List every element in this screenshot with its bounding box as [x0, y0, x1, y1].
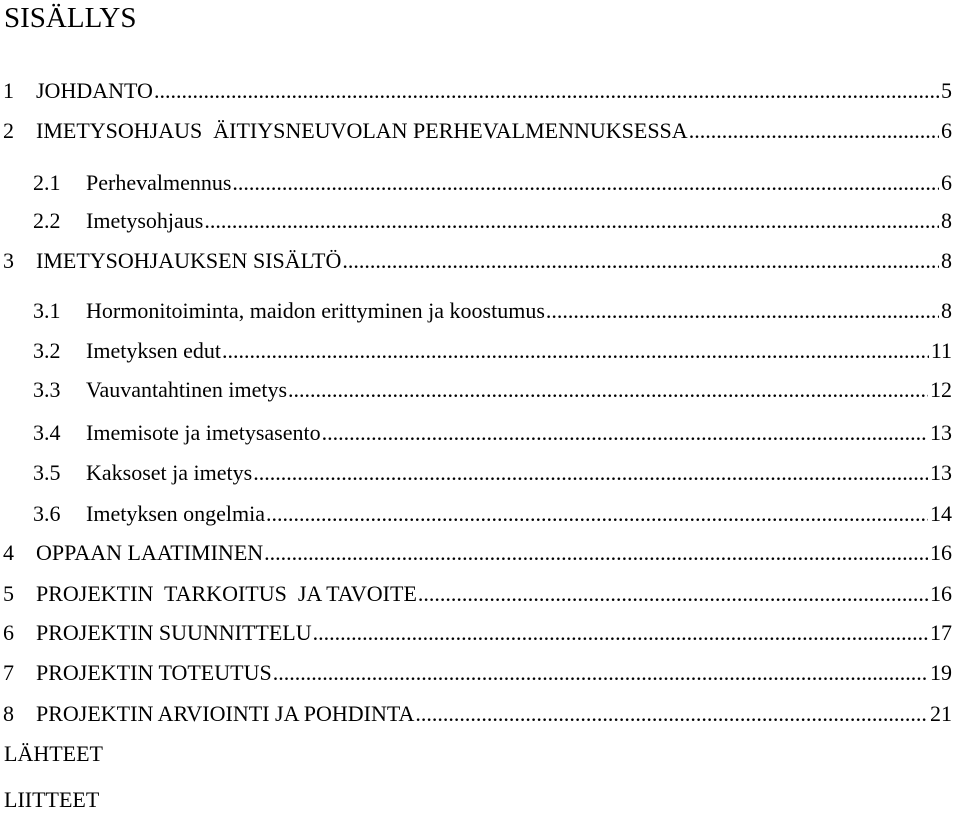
toc-leader — [288, 375, 928, 405]
toc-entry-number: 3.3 — [33, 377, 61, 402]
toc-entry-text: OPPAAN LAATIMINEN — [36, 540, 264, 565]
toc-entry-7[interactable] — [0, 658, 952, 688]
toc-leader — [342, 246, 939, 276]
toc-entry-page: 12 — [930, 377, 952, 402]
toc-entry-text: PROJEKTIN TARKOITUS JA TAVOITE — [36, 581, 417, 606]
toc-entry-3-1[interactable] — [0, 296, 952, 326]
toc-entry-page: 8 — [941, 298, 952, 323]
toc-leader — [418, 579, 928, 609]
toc-leader — [546, 296, 939, 326]
toc-entry-page: 16 — [930, 581, 952, 606]
toc-title: SISÄLLYS — [4, 2, 137, 34]
toc-entry-number: 3.6 — [33, 501, 61, 526]
toc-entry-3-2[interactable] — [0, 336, 952, 366]
toc-entry-page: 8 — [941, 248, 952, 273]
toc-entry-page: 5 — [941, 78, 952, 103]
toc-entry-number: 8 — [3, 701, 14, 726]
toc-entry-number: 2.1 — [33, 170, 61, 195]
toc-entry-page: 6 — [941, 170, 952, 195]
toc-leader — [689, 116, 939, 146]
toc-entry-3[interactable] — [0, 246, 952, 276]
toc-entry-2-2[interactable] — [0, 206, 952, 236]
toc-entry-text: JOHDANTO — [36, 78, 153, 103]
toc-entry-page: 13 — [930, 420, 952, 445]
toc-entry-page: 19 — [930, 660, 952, 685]
toc-leader — [266, 499, 928, 529]
toc-entry-text: IMETYSOHJAUS ÄITIYSNEUVOLAN PERHEVALMENNUKSESSA — [36, 118, 688, 143]
toc-leader — [273, 658, 928, 688]
toc-entry-2-1[interactable] — [0, 168, 952, 198]
toc-entry-text: PROJEKTIN SUUNNITTELU — [36, 620, 312, 645]
toc-entry-number: 7 — [3, 660, 14, 685]
toc-entry-number: 3 — [3, 248, 14, 273]
toc-entry-page: 21 — [930, 701, 952, 726]
toc-entry-text: PROJEKTIN TOTEUTUS — [36, 660, 272, 685]
toc-leader — [222, 336, 929, 366]
toc-entry-text: Imemisote ja imetysasento — [86, 420, 321, 445]
toc-entry-text: Vauvantahtinen imetys — [86, 377, 288, 402]
toc-entry-page: 8 — [941, 208, 952, 233]
toc-entry-3-5[interactable] — [0, 458, 952, 488]
toc-entry-number: 5 — [3, 581, 14, 606]
toc-leader — [154, 76, 939, 106]
toc-leader — [415, 699, 928, 729]
toc-entry-6[interactable] — [0, 618, 952, 648]
toc-entry-page: 14 — [930, 501, 952, 526]
toc-entry-4[interactable] — [0, 538, 952, 568]
toc-entry-8[interactable] — [0, 699, 952, 729]
toc-references[interactable]: LÄHTEET — [4, 741, 103, 766]
toc-entry-1[interactable] — [0, 76, 952, 106]
toc-leader — [322, 418, 928, 448]
toc-entry-number: 3.2 — [33, 338, 61, 363]
toc-entry-text: Imetyksen edut — [86, 338, 222, 363]
toc-entry-3-3[interactable] — [0, 375, 952, 405]
toc-leader — [253, 458, 928, 488]
toc-entry-text: Imetysohjaus — [86, 208, 204, 233]
toc-leader — [264, 538, 928, 568]
toc-entry-3-4[interactable] — [0, 418, 952, 448]
toc-entry-page: 13 — [930, 460, 952, 485]
toc-entry-page: 11 — [930, 338, 952, 363]
toc-entry-number: 4 — [3, 540, 14, 565]
toc-entry-number: 6 — [3, 620, 14, 645]
toc-entry-number: 3.5 — [33, 460, 61, 485]
toc-entry-page: 17 — [930, 620, 952, 645]
toc-entry-page: 6 — [941, 118, 952, 143]
toc-entry-text: PROJEKTIN ARVIOINTI JA POHDINTA — [36, 701, 415, 726]
toc-entry-text: Hormonitoiminta, maidon erittyminen ja koostumus — [86, 298, 545, 323]
toc-entry-number: 3.1 — [33, 298, 61, 323]
toc-entry-3-6[interactable] — [0, 499, 952, 529]
toc-entry-number: 2 — [3, 118, 14, 143]
toc-entry-text: Perhevalmennus — [86, 170, 232, 195]
toc-leader — [313, 618, 928, 648]
toc-entry-number: 2.2 — [33, 208, 61, 233]
toc-entry-number: 3.4 — [33, 420, 61, 445]
toc-entry-2[interactable] — [0, 116, 952, 146]
toc-leader — [232, 168, 939, 198]
toc-entry-number: 1 — [3, 78, 14, 103]
toc-entry-page: 16 — [930, 540, 952, 565]
toc-leader — [204, 206, 939, 236]
toc-entry-text: IMETYSOHJAUKSEN SISÄLTÖ — [36, 248, 342, 273]
toc-entry-text: Imetyksen ongelmia — [86, 501, 266, 526]
toc-appendices[interactable]: LIITTEET — [4, 787, 100, 812]
toc-entry-text: Kaksoset ja imetys — [86, 460, 253, 485]
toc-entry-5[interactable] — [0, 579, 952, 609]
